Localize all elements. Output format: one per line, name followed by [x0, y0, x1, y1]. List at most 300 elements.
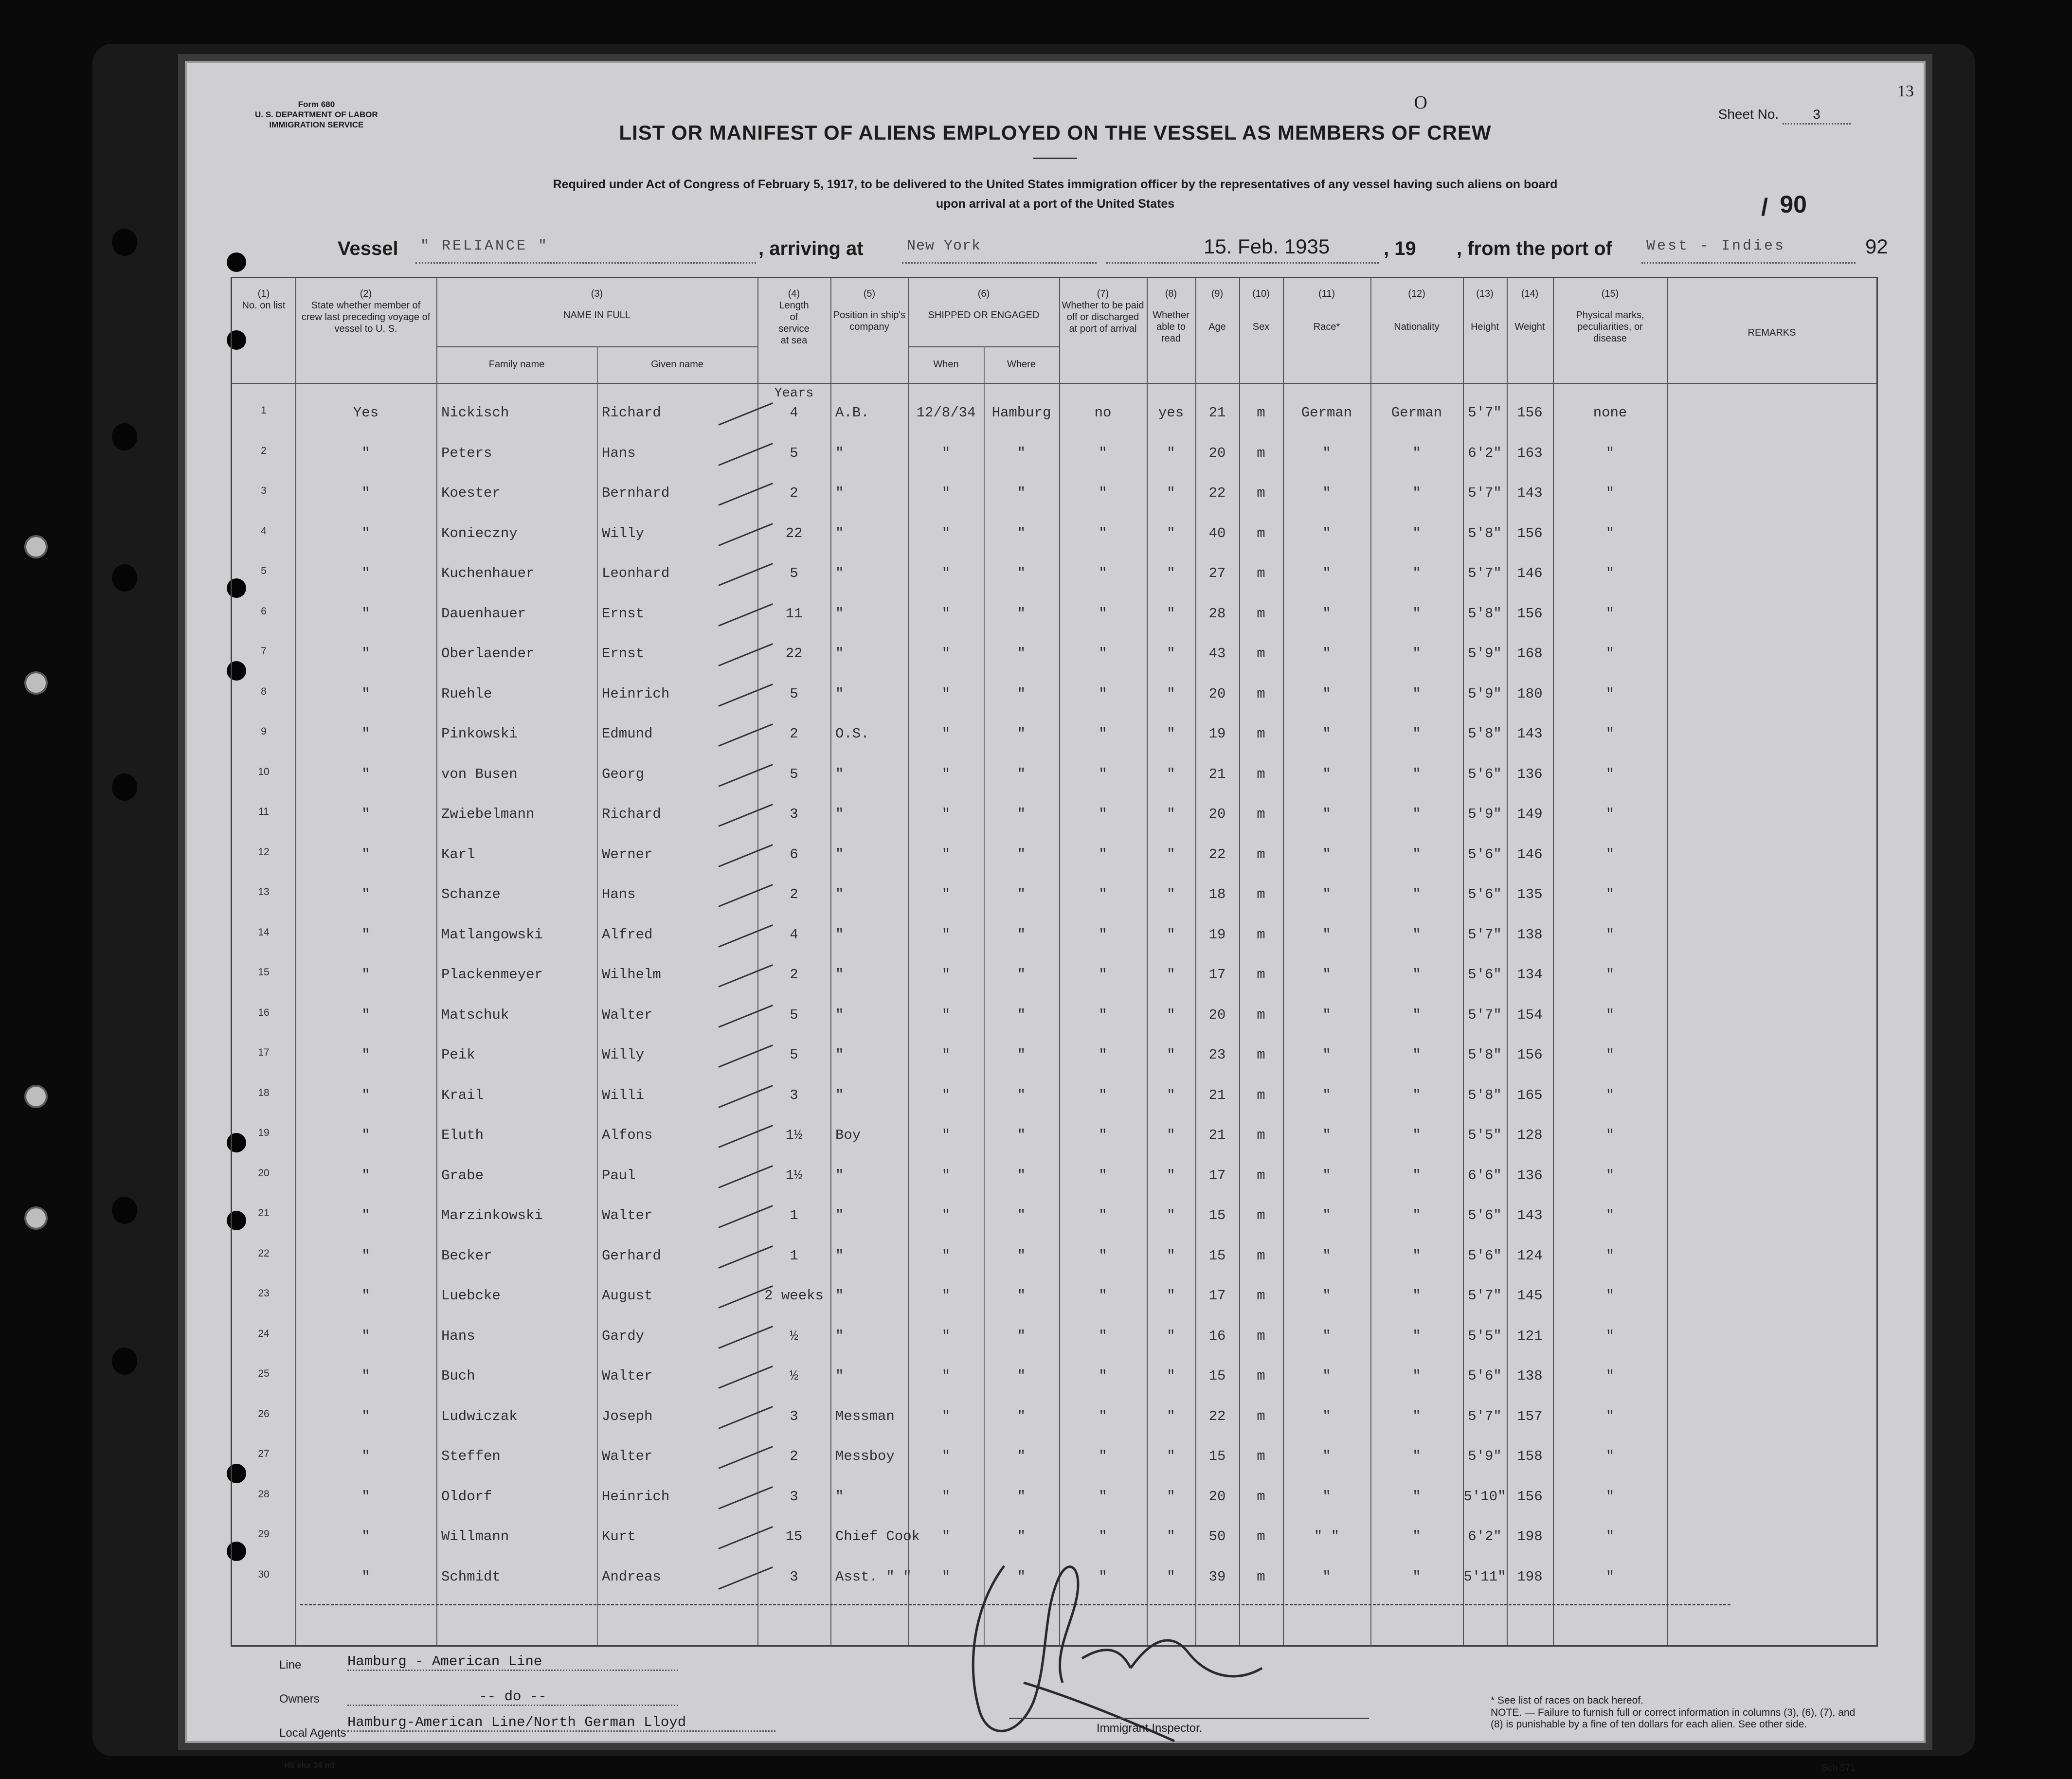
height-cell: 5'7": [1468, 1408, 1502, 1424]
sex-cell: m: [1257, 1288, 1265, 1304]
age-cell: 20: [1208, 445, 1226, 461]
family-name-cell: Buch: [441, 1368, 475, 1384]
paid-off-cell: ": [1099, 1127, 1107, 1143]
nationality-cell: ": [1412, 1288, 1421, 1304]
family-name-cell: von Busen: [441, 766, 518, 782]
nationality-cell: ": [1412, 886, 1421, 902]
weight-cell: 146: [1517, 565, 1543, 581]
race-cell: ": [1322, 685, 1331, 702]
nationality-cell: ": [1412, 1368, 1421, 1384]
given-name-cell: Richard: [602, 405, 661, 421]
family-name-cell: Grabe: [441, 1167, 484, 1184]
last-voyage-cell: ": [361, 605, 370, 622]
punch-ring: [24, 671, 48, 695]
given-name-cell: Willi: [602, 1087, 645, 1103]
header-position: (5) Position in ship's company: [833, 288, 906, 332]
able-to-read-cell: ": [1167, 1568, 1175, 1585]
age-cell: 22: [1208, 1408, 1226, 1424]
race-cell: ": [1322, 1006, 1331, 1023]
paid-off-cell: ": [1099, 1568, 1107, 1585]
header-sex: (10) Sex: [1252, 288, 1270, 332]
weight-cell: 121: [1517, 1328, 1543, 1344]
last-voyage-cell: ": [361, 926, 370, 943]
age-cell: 17: [1208, 1167, 1226, 1184]
row-number-cell: 25: [258, 1368, 270, 1379]
position-cell: ": [835, 1047, 844, 1063]
row-number-cell: 19: [258, 1127, 270, 1138]
physical-marks-cell: ": [1605, 967, 1615, 983]
weight-cell: 168: [1517, 646, 1543, 662]
sex-cell: m: [1257, 1087, 1265, 1103]
weight-cell: 143: [1517, 485, 1543, 501]
position-cell: ": [835, 605, 844, 622]
age-cell: 19: [1208, 926, 1226, 943]
age-cell: 15: [1208, 1247, 1226, 1264]
page-subtitle: [284, 175, 1826, 214]
service-length-cell: 5: [790, 1047, 798, 1063]
family-name-cell: Hans: [441, 1328, 475, 1344]
shipped-when-cell: ": [941, 726, 951, 742]
header-last-voyage: (2) State whether member of crew last preceding voyage of vessel to U. S.: [301, 288, 431, 334]
physical-marks-cell: ": [1605, 1167, 1615, 1184]
col-divider: [1239, 278, 1240, 1645]
row-number-cell: 9: [261, 726, 267, 737]
header-given-name: Given name: [651, 359, 703, 370]
family-name-cell: Becker: [441, 1247, 492, 1264]
height-cell: 5'8": [1468, 525, 1502, 541]
sex-cell: m: [1257, 405, 1265, 421]
shipped-when-cell: ": [941, 1488, 951, 1505]
height-cell: 5'8": [1468, 1087, 1502, 1103]
paid-off-cell: ": [1099, 605, 1107, 622]
row-number-cell: 24: [258, 1328, 270, 1339]
height-cell: 5'6": [1468, 967, 1502, 983]
header-height: (13) Height: [1471, 288, 1499, 332]
position-cell: Boy: [835, 1127, 861, 1143]
able-to-read-cell: ": [1167, 1247, 1175, 1264]
weight-cell: 157: [1517, 1408, 1543, 1424]
given-name-cell: Joseph: [602, 1408, 653, 1424]
header-race: (11) Race*: [1313, 288, 1340, 332]
last-voyage-cell: ": [361, 1448, 370, 1464]
height-cell: 5'7": [1468, 405, 1502, 421]
print-code: H8 eka 34 nd: [284, 1761, 335, 1770]
last-voyage-cell: ": [361, 525, 370, 541]
shipped-where-cell: ": [1017, 605, 1026, 622]
weight-cell: 143: [1517, 1207, 1543, 1223]
service-length-cell: ½: [790, 1328, 798, 1344]
race-cell: ": [1322, 525, 1331, 541]
age-cell: 43: [1208, 646, 1226, 662]
given-name-cell: Walter: [602, 1448, 653, 1464]
paid-off-cell: ": [1099, 445, 1107, 461]
paid-off-cell: ": [1099, 766, 1107, 782]
physical-marks-cell: none: [1593, 405, 1627, 421]
vessel-number: 92: [1865, 235, 1888, 258]
race-cell: ": [1322, 1488, 1331, 1505]
given-name-cell: Georg: [602, 766, 645, 782]
last-voyage-cell: ": [361, 1528, 370, 1545]
race-cell: ": [1322, 1247, 1331, 1264]
sex-cell: m: [1257, 726, 1265, 742]
last-voyage-cell: ": [361, 1167, 370, 1184]
shipped-when-cell: ": [941, 1528, 951, 1545]
age-cell: 21: [1208, 1087, 1226, 1103]
height-cell: 5'7": [1468, 485, 1502, 501]
weight-cell: 149: [1517, 806, 1543, 822]
weight-cell: 138: [1517, 1368, 1543, 1384]
last-voyage-cell: ": [361, 886, 370, 902]
paid-off-cell: no: [1094, 405, 1112, 421]
position-cell: ": [835, 1006, 844, 1023]
paid-off-cell: ": [1099, 485, 1107, 501]
race-cell: ": [1322, 1408, 1331, 1424]
header-where: Where: [1007, 359, 1036, 370]
family-name-cell: Oberlaender: [441, 646, 535, 662]
circle-mark: O: [1414, 92, 1427, 113]
nationality-cell: German: [1391, 405, 1442, 421]
sex-cell: m: [1257, 926, 1265, 943]
weight-cell: 156: [1517, 1047, 1543, 1063]
nationality-cell: ": [1412, 1087, 1421, 1103]
age-cell: 23: [1208, 1047, 1226, 1063]
given-name-cell: Heinrich: [602, 1488, 670, 1505]
age-cell: 17: [1208, 967, 1226, 983]
nationality-cell: ": [1412, 726, 1421, 742]
line-label: Line: [279, 1658, 302, 1671]
position-cell: ": [835, 1167, 844, 1184]
height-cell: 5'8": [1468, 605, 1502, 622]
able-to-read-cell: yes: [1158, 405, 1184, 421]
row-number-cell: 3: [261, 485, 267, 496]
given-name-cell: Kurt: [602, 1528, 636, 1545]
family-name-cell: Peik: [441, 1047, 475, 1063]
age-cell: 22: [1208, 846, 1226, 863]
row-number-cell: 17: [258, 1047, 270, 1058]
height-cell: 5'5": [1468, 1328, 1502, 1344]
sex-cell: m: [1257, 565, 1265, 581]
nationality-cell: ": [1412, 806, 1421, 822]
paid-off-cell: ": [1099, 1087, 1107, 1103]
race-cell: ": [1322, 1047, 1331, 1063]
col-divider: [908, 278, 909, 1645]
weight-cell: 128: [1517, 1127, 1543, 1143]
paid-off-cell: ": [1099, 1247, 1107, 1264]
shipped-when-cell: ": [941, 1167, 951, 1184]
physical-marks-cell: ": [1605, 846, 1615, 863]
service-length-cell: 3: [790, 1408, 798, 1424]
owners-value: -- do --: [347, 1689, 678, 1706]
able-to-read-cell: ": [1167, 525, 1175, 541]
height-cell: 5'6": [1468, 1368, 1502, 1384]
shipped-when-cell: ": [941, 1087, 951, 1103]
row-number-cell: 20: [258, 1167, 270, 1179]
nationality-cell: ": [1412, 1207, 1421, 1223]
page-title: LIST OR MANIFEST OF ALIENS EMPLOYED ON THE VESSEL AS MEMBERS OF CREW: [619, 121, 1492, 144]
tick-mark: /: [1761, 194, 1768, 221]
able-to-read-cell: ": [1167, 605, 1175, 622]
position-cell: A.B.: [835, 405, 869, 421]
arrival-port: New York: [907, 238, 981, 254]
last-voyage-cell: ": [361, 445, 370, 461]
physical-marks-cell: ": [1605, 926, 1615, 943]
shipped-when-cell: ": [941, 926, 951, 943]
header-age: (9) Age: [1208, 288, 1226, 332]
height-cell: 5'9": [1468, 646, 1502, 662]
height-cell: 5'10": [1463, 1488, 1506, 1505]
row-number-cell: 10: [258, 766, 270, 777]
sex-cell: m: [1257, 967, 1265, 983]
shipped-when-cell: ": [941, 1568, 951, 1585]
schedule-code: Sch 571: [1821, 1763, 1856, 1773]
header-read: (8) Whether able to read: [1153, 288, 1189, 344]
able-to-read-cell: ": [1167, 1408, 1175, 1424]
height-cell: 5'6": [1468, 1207, 1502, 1223]
physical-marks-cell: ": [1605, 646, 1615, 662]
weight-cell: 156: [1517, 405, 1543, 421]
nationality-cell: ": [1412, 766, 1421, 782]
given-name-cell: Werner: [602, 846, 653, 863]
nationality-cell: ": [1412, 1247, 1421, 1264]
service-length-cell: 22: [785, 646, 803, 662]
family-name-cell: Schmidt: [441, 1568, 501, 1585]
row-number-cell: 30: [258, 1568, 270, 1580]
year-label: , 19: [1384, 238, 1416, 259]
crew-table: [231, 277, 1878, 1647]
given-name-cell: Ernst: [602, 646, 645, 662]
sheet-number-value: 3: [1783, 108, 1851, 125]
col-divider: [295, 278, 296, 1645]
sex-cell: m: [1257, 766, 1265, 782]
age-cell: 20: [1208, 685, 1226, 702]
age-cell: 40: [1208, 525, 1226, 541]
given-name-cell: Bernhard: [602, 485, 670, 501]
shipped-when-cell: ": [941, 485, 951, 501]
position-cell: ": [835, 967, 844, 983]
years-label: Years: [774, 386, 814, 401]
col-divider: [1195, 278, 1196, 1645]
races-note: * See list of races on back hereof.: [1491, 1695, 1644, 1706]
weight-cell: 156: [1517, 605, 1543, 622]
nationality-cell: ": [1412, 685, 1421, 702]
age-cell: 21: [1208, 405, 1226, 421]
shipped-when-cell: ": [941, 646, 951, 662]
paid-off-cell: ": [1099, 1368, 1107, 1384]
service-length-cell: 4: [790, 926, 798, 943]
age-cell: 18: [1208, 886, 1226, 902]
age-cell: 39: [1208, 1568, 1226, 1585]
vessel-label: Vessel: [338, 238, 398, 259]
able-to-read-cell: ": [1167, 1127, 1175, 1143]
shipped-when-cell: ": [941, 605, 951, 622]
physical-marks-cell: ": [1605, 445, 1615, 461]
position-cell: ": [835, 926, 844, 943]
height-cell: 5'11": [1463, 1568, 1506, 1585]
race-cell: ": [1322, 1288, 1331, 1304]
family-name-cell: Dauenhauer: [441, 605, 526, 622]
punch-hole: [112, 229, 137, 256]
last-voyage-cell: ": [361, 967, 370, 983]
given-name-cell: Leonhard: [602, 565, 670, 581]
service-name: IMMIGRATION SERVICE: [269, 120, 364, 129]
shipped-where-cell: ": [1017, 806, 1026, 822]
sex-cell: m: [1257, 685, 1265, 702]
position-cell: ": [835, 1247, 844, 1264]
race-cell: ": [1322, 967, 1331, 983]
last-voyage-cell: Yes: [353, 405, 379, 421]
col-divider: [1370, 278, 1371, 1645]
able-to-read-cell: ": [1167, 1528, 1175, 1545]
shipped-when-cell: ": [941, 1047, 951, 1063]
punch-ring: [24, 1206, 48, 1230]
given-name-cell: Willy: [602, 525, 645, 541]
shipped-where-cell: ": [1017, 967, 1026, 983]
shipped-when-cell: ": [941, 806, 951, 822]
shipped-where-cell: ": [1017, 1488, 1026, 1505]
physical-marks-cell: ": [1605, 1087, 1615, 1103]
service-length-cell: 3: [790, 1488, 798, 1505]
service-length-cell: 5: [790, 1006, 798, 1023]
nationality-cell: ": [1412, 1328, 1421, 1344]
race-cell: ": [1322, 1127, 1331, 1143]
physical-marks-cell: ": [1605, 1207, 1615, 1223]
last-voyage-cell: ": [361, 1328, 370, 1344]
given-name-cell: Gardy: [602, 1328, 645, 1344]
shipped-where-cell: ": [1017, 1247, 1026, 1264]
header-no: (1) No. on list: [242, 288, 286, 311]
paid-off-cell: ": [1099, 1207, 1107, 1223]
weight-cell: 145: [1517, 1288, 1543, 1304]
race-cell: ": [1322, 605, 1331, 622]
height-cell: 5'7": [1468, 1288, 1502, 1304]
position-cell: ": [835, 1328, 844, 1344]
height-cell: 5'8": [1468, 726, 1502, 742]
last-voyage-cell: ": [361, 1488, 370, 1505]
punch-ring: [24, 535, 48, 558]
height-cell: 5'7": [1468, 926, 1502, 943]
last-voyage-cell: ": [361, 1568, 370, 1585]
height-cell: 6'6": [1468, 1167, 1502, 1184]
race-cell: ": [1322, 485, 1331, 501]
position-cell: ": [835, 685, 844, 702]
height-cell: 5'6": [1468, 766, 1502, 782]
family-name-cell: Matschuk: [441, 1006, 509, 1023]
position-cell: O.S.: [835, 726, 869, 742]
sex-cell: m: [1257, 605, 1265, 622]
able-to-read-cell: ": [1167, 1087, 1175, 1103]
physical-marks-cell: ": [1605, 1247, 1615, 1264]
family-name-cell: Koester: [441, 485, 501, 501]
weight-cell: 143: [1517, 726, 1543, 742]
weight-cell: 163: [1517, 445, 1543, 461]
sex-cell: m: [1257, 886, 1265, 902]
sheet-number-label: Sheet No.: [1718, 107, 1779, 122]
paid-off-cell: ": [1099, 1488, 1107, 1505]
shipped-when-cell: ": [941, 525, 951, 541]
age-cell: 28: [1208, 605, 1226, 622]
given-name-cell: Walter: [602, 1368, 653, 1384]
col-divider: [830, 278, 831, 1645]
paid-off-cell: ": [1099, 726, 1107, 742]
position-cell: ": [835, 886, 844, 902]
header-subdivider-name: [597, 346, 598, 1645]
height-cell: 5'7": [1468, 1006, 1502, 1023]
given-name-cell: August: [602, 1288, 653, 1304]
row-number-cell: 22: [258, 1247, 270, 1259]
header-shipped: (6) SHIPPED OR ENGAGED: [928, 288, 1040, 321]
row-number-cell: 13: [258, 886, 270, 898]
shipped-when-cell: ": [941, 886, 951, 902]
race-cell: ": [1322, 1207, 1331, 1223]
shipped-when-cell: ": [941, 846, 951, 863]
col-divider: [1147, 278, 1148, 1645]
nationality-cell: ": [1412, 605, 1421, 622]
sex-cell: m: [1257, 1006, 1265, 1023]
shipped-where-cell: Hamburg: [991, 405, 1051, 421]
last-voyage-cell: ": [361, 1087, 370, 1103]
height-cell: 5'9": [1468, 806, 1502, 822]
nationality-cell: ": [1412, 1568, 1421, 1585]
weight-cell: 198: [1517, 1528, 1543, 1545]
service-length-cell: 1: [790, 1207, 798, 1223]
physical-marks-cell: ": [1605, 1288, 1615, 1304]
service-length-cell: 4: [790, 405, 798, 421]
age-cell: 17: [1208, 1288, 1226, 1304]
sex-cell: m: [1257, 445, 1265, 461]
family-name-cell: Peters: [441, 445, 492, 461]
col-divider: [436, 278, 437, 1645]
last-voyage-cell: ": [361, 1368, 370, 1384]
header-when: When: [933, 359, 959, 370]
weight-cell: 156: [1517, 1488, 1543, 1505]
age-cell: 15: [1208, 1448, 1226, 1464]
age-cell: 15: [1208, 1368, 1226, 1384]
sex-cell: m: [1257, 1207, 1265, 1223]
from-port: West - Indies: [1646, 238, 1786, 254]
row-number-cell: 12: [258, 846, 270, 858]
shipped-when-cell: ": [941, 1368, 951, 1384]
paid-off-cell: ": [1099, 1006, 1107, 1023]
able-to-read-cell: ": [1167, 1448, 1175, 1464]
given-name-cell: Walter: [602, 1006, 653, 1023]
given-name-cell: Alfred: [602, 926, 653, 943]
paid-off-cell: ": [1099, 1167, 1107, 1184]
age-cell: 22: [1208, 485, 1226, 501]
physical-marks-cell: ": [1605, 1448, 1615, 1464]
row-number-cell: 18: [258, 1087, 270, 1098]
race-cell: ": [1322, 726, 1331, 742]
inspector-line: [1009, 1718, 1369, 1719]
sex-cell: m: [1257, 1568, 1265, 1585]
given-name-cell: Hans: [602, 886, 636, 902]
service-length-cell: 3: [790, 1568, 798, 1585]
nationality-cell: ": [1412, 1167, 1421, 1184]
nationality-cell: ": [1412, 967, 1421, 983]
position-cell: ": [835, 445, 844, 461]
shipped-where-cell: ": [1017, 846, 1026, 863]
physical-marks-cell: ": [1605, 1488, 1615, 1505]
given-name-cell: Richard: [602, 806, 661, 822]
nationality-cell: ": [1412, 485, 1421, 501]
position-cell: Chief Cook: [835, 1528, 920, 1545]
physical-marks-cell: ": [1605, 525, 1615, 541]
race-cell: German: [1301, 405, 1352, 421]
line-value: Hamburg - American Line: [347, 1653, 678, 1671]
last-voyage-cell: ": [361, 726, 370, 742]
row-number-cell: 26: [258, 1408, 270, 1420]
race-cell: ": [1322, 1448, 1331, 1464]
age-cell: 20: [1208, 806, 1226, 822]
